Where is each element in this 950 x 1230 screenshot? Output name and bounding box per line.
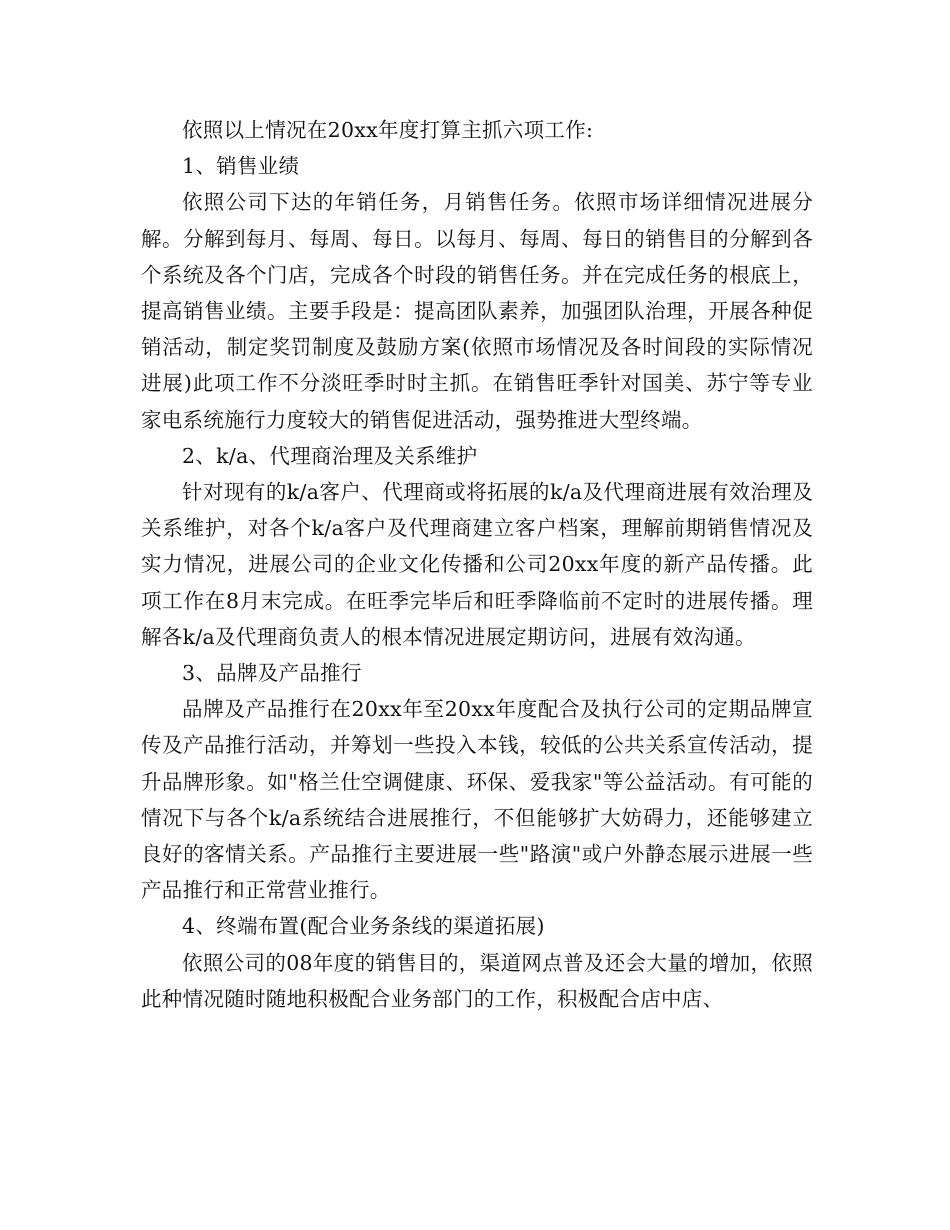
paragraph-sales: 依照公司下达的年销任务，月销售任务。依照市场详细情况进展分解。分解到每月、每周、每日。以每月、每周、每日的销售目的分解到各个系统及各个门店，完成各个时段的销售任务。并在完成任务的根底上，提高销售业绩。主要手段是：提高团队素养，加强团队治理，开展各种促销活动，制定奖罚制度及鼓励方案(依照市场情况及各时间段的实际情况进展)此项工作不分淡旺季时时主抓。在销售旺季针对国美、苏宁等专业家电系统施行力度较大的销售促进活动，强势推进大型终端。 xyxy=(141,190,813,432)
document-body xyxy=(141,112,813,1017)
section-heading-ka-agents: 2、k/a、代理商治理及关系维护 xyxy=(182,443,478,468)
paragraph-brand: 品牌及产品推行在20xx年至20xx年度配合及执行公司的定期品牌宣传及产品推行活动，并筹划一些投入本钱，较低的公共关系宣传活动，提升品牌形象。如"格兰仕空调健康、环保、爱我家"等公益活动。有可能的情况下与各个k/a系统结合进展推行，不但能够扩大妨碍力，还能够建立良好的客情关系。产品推行主要进展一些"路演"或户外静态展示进展一些产品推行和正常营业推行。 xyxy=(141,697,813,903)
section-heading-sales: 1、销售业绩 xyxy=(182,154,300,179)
section-heading-terminal: 4、终端布置(配合业务条线的渠道拓展) xyxy=(182,914,545,939)
paragraph-terminal: 依照公司的08年度的销售目的，渠道网点普及还会大量的增加，依照此种情况随时随地积极配合业务部门的工作，积极配合店中店、 xyxy=(141,950,813,1011)
paragraph-ka-agents: 针对现有的k/a客户、代理商或将拓展的k/a及代理商进展有效治理及关系维护，对各个k/a客户及代理商建立客户档案，理解前期销售情况及实力情况，进展公司的企业文化传播和公司20xx年度的新产品传播。此项工作在8月末完成。在旺季完毕后和旺季降临前不定时的进展传播。理解各k/a及代理商负责人的根本情况进展定期访问，进展有效沟通。 xyxy=(141,480,813,649)
section-heading-brand: 3、品牌及产品推行 xyxy=(182,661,362,686)
intro-paragraph: 依照以上情况在20xx年度打算主抓六项工作: xyxy=(182,118,594,142)
